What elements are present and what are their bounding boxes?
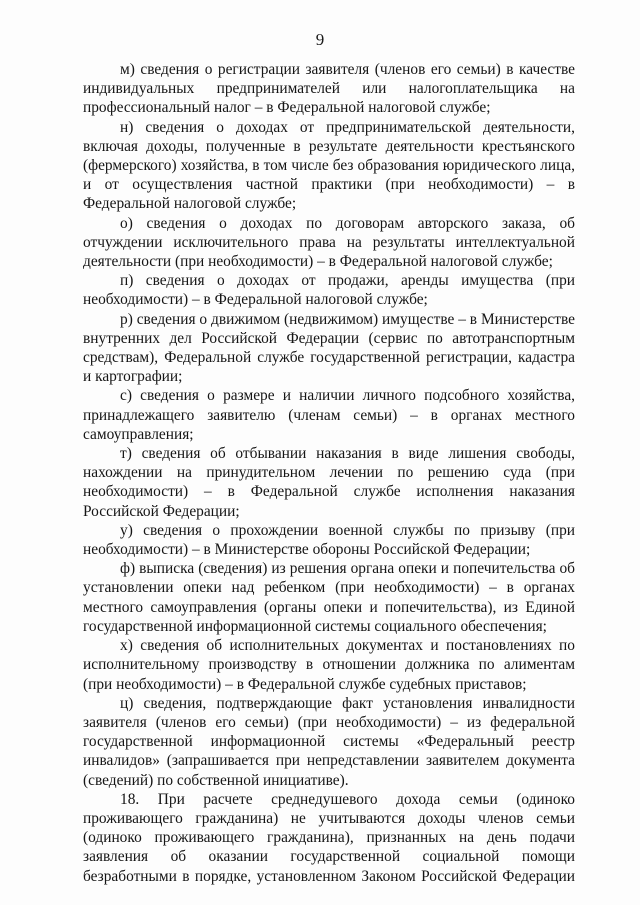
page-number: 9 [315,30,325,49]
paragraph-o: о) сведения о доходах по договорам авторского заказа, об отчуждении исключительного права на результаты интеллектуальной деятельности (при необходимости) – в Федеральной налоговой службе; [83,214,575,271]
paragraph-u: у) сведения о прохождении военной службы по призыву (при необходимости) – в Министерстве обороны Российской Федерации; [83,521,575,559]
paragraph-n: н) сведения о доходах от предпринимательской деятельности, включая доходы, полученные в результате деятельности крестьянского (фермерского) хозяйства, в том числе без образования юридического лица, и от осуществления частной практики (при необходимости) – в Федеральной налоговой службе; [83,118,575,213]
paragraph-18: 18. При расчете среднедушевого дохода семьи (одиноко проживающего гражданина) не учитываются доходы членов семьи (одиноко проживающего гражданина), признанных на день подачи заявления об оказании государственной социальной помощи безработными в порядке, установленном Законом Российской Федерации [83,790,575,885]
paragraph-t: т) сведения об отбывании наказания в виде лишения свободы, нахождении на принудительном лечении по решению суда (при необходимости) – в Федеральной службе исполнения наказания Российской Федерации; [83,445,575,520]
paragraph-kh: х) сведения об исполнительных документах и постановлениях по исполнительному производству в отношении должника по алиментам (при необходимости) – в Федеральной службе судебных приставов; [83,637,575,693]
paragraph-p: п) сведения о доходах от продажи, аренды имущества (при необходимости) – в Федеральной налоговой службе; [83,272,575,309]
paragraph-s: с) сведения о размере и наличии личного подсобного хозяйства, принадлежащего заявителю (членам семьи) – в органах местного самоуправления; [83,387,575,443]
paragraph-f: ф) выписка (сведения) из решения органа опеки и попечительства об установлении опеки над ребенком (при необходимости) – в органах местного самоуправления (органы опеки и попечительства), из Единой государственной информационной системы социального обеспечения; [83,560,575,635]
document-body [83,60,575,886]
paragraph-m: м) сведения о регистрации заявителя (членов его семьи) в качестве индивидуальных предпринимателей или налогоплательщика на профессиональный налог – в Федеральной налоговой службе; [83,61,575,117]
paragraph-ts: ц) сведения, подтверждающие факт установления инвалидности заявителя (членов его семьи) (при необходимости) – из федеральной государственной информационной системы «Федеральный реестр инвалидов» (запрашивается при непредставлении заявителем документа (сведений) по собственной инициативе). [83,694,575,789]
paragraph-r: р) сведения о движимом (недвижимом) имуществе – в Министерстве внутренних дел Российской Федерации (сервис по автотранспортным средствам), Федеральной службе государственной регистрации, кадастра и картографии; [83,310,575,386]
